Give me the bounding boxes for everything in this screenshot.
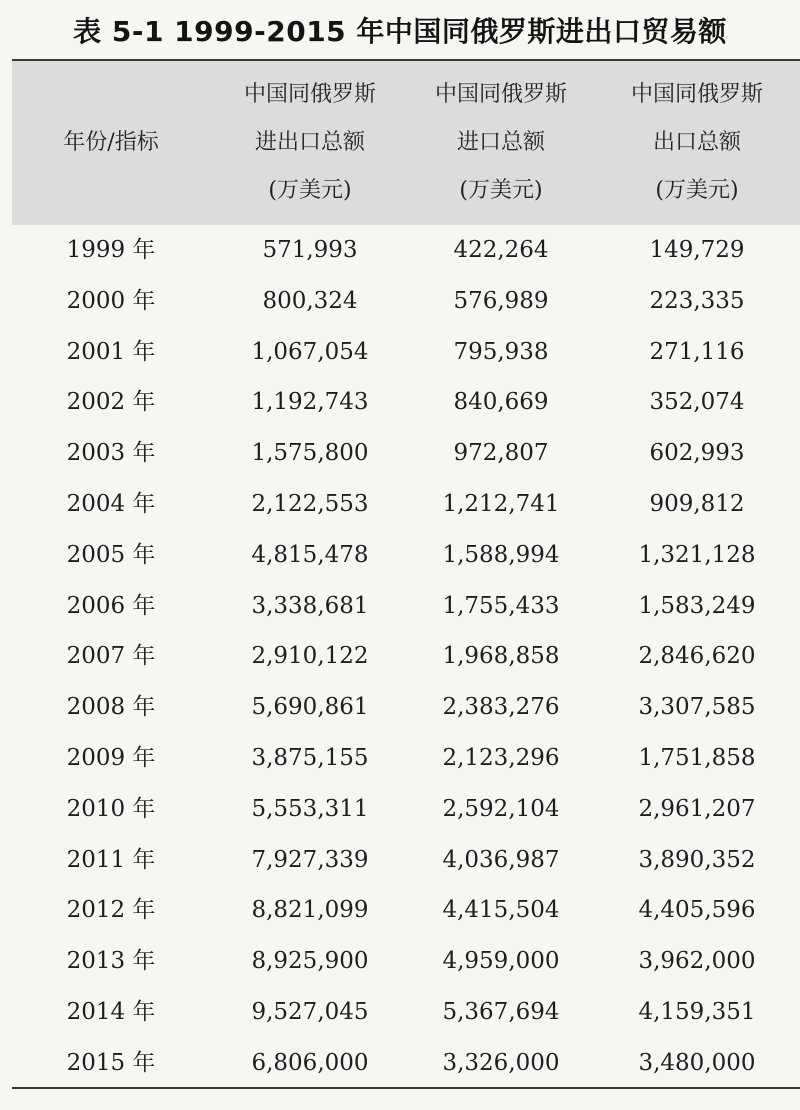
table-row [12,530,800,581]
table-row [12,784,800,835]
cell-total: 2,122,553 [251,490,369,517]
cell-export: 1,751,858 [638,744,756,771]
cell-total: 5,690,861 [251,694,369,721]
cell-import: 1,968,858 [442,643,560,670]
table-row [12,377,800,428]
cell-export: 352,074 [649,389,745,416]
cell-import: 2,123,296 [442,744,560,771]
cell-export: 4,159,351 [638,998,756,1025]
cell-year: 2015 年 [66,1049,156,1076]
bottom-rule [12,1087,800,1089]
cell-import: 1,588,994 [442,541,560,568]
table-row [12,1038,800,1089]
header-total-line-2: 进出口总额 [254,130,365,155]
cell-total: 1,575,800 [251,440,369,467]
cell-export: 909,812 [649,490,745,517]
cell-export: 2,961,207 [638,795,756,822]
table-row [12,631,800,682]
cell-export: 3,962,000 [638,948,756,975]
header-year-label: 年份/指标 [63,130,159,155]
cell-import: 972,807 [453,440,549,467]
cell-year: 2000 年 [66,287,156,314]
cell-import: 422,264 [453,237,549,263]
table-row [12,428,800,479]
cell-total: 5,553,311 [251,795,369,822]
cell-total: 4,815,478 [251,541,369,568]
cell-export: 3,307,585 [638,694,756,721]
header-total-trade [212,61,408,225]
cell-total: 9,527,045 [251,998,369,1025]
table-row [12,327,800,378]
table-row [12,835,800,886]
cell-year: 1999 年 [66,237,156,263]
cell-export: 4,405,596 [638,897,756,924]
cell-total: 8,821,099 [251,897,369,924]
cell-year: 2004 年 [66,490,156,517]
cell-import: 4,959,000 [442,948,560,975]
table-row [12,936,800,987]
cell-year: 2013 年 [66,948,156,975]
table-row [12,682,800,733]
cell-import: 5,367,694 [442,998,560,1025]
cell-total: 3,338,681 [251,592,369,619]
cell-import: 4,036,987 [442,846,560,873]
header-total-unit: (万美元) [268,178,352,203]
cell-year: 2010 年 [66,795,156,822]
cell-year: 2012 年 [66,897,156,924]
table-row [12,581,800,632]
header-export-line-1: 中国同俄罗斯 [630,82,763,107]
header-import-line-2: 进口总额 [456,130,545,155]
header-export-line-2: 出口总额 [652,130,741,155]
cell-year: 2001 年 [66,338,156,365]
cell-import: 3,326,000 [442,1049,560,1076]
cell-export: 3,890,352 [638,846,756,873]
cell-total: 1,192,743 [251,389,369,416]
cell-total: 571,993 [262,237,358,263]
cell-export: 2,846,620 [638,643,756,670]
table-row [12,276,800,327]
cell-year: 2008 年 [66,694,156,721]
cell-import: 1,212,741 [442,490,560,517]
cell-import: 1,755,433 [442,592,560,619]
cell-export: 602,993 [649,440,745,467]
cell-year: 2002 年 [66,389,156,416]
table-title: 表 5-1 1999-2015 年中国同俄罗斯进出口贸易额 [73,15,727,48]
cell-total: 7,927,339 [251,846,369,873]
cell-import: 2,592,104 [442,795,560,822]
cell-import: 795,938 [453,338,549,365]
cell-year: 2011 年 [66,846,156,873]
header-import-line-1: 中国同俄罗斯 [434,82,567,107]
cell-total: 8,925,900 [251,948,369,975]
header-import-unit: (万美元) [459,178,543,203]
cell-year: 2003 年 [66,440,156,467]
cell-total: 2,910,122 [251,643,369,670]
cell-export: 149,729 [649,237,745,263]
cell-export: 1,583,249 [638,592,756,619]
table-body [12,225,800,1089]
cell-export: 223,335 [649,287,745,314]
cell-import: 576,989 [453,287,549,314]
cell-export: 1,321,128 [638,541,756,568]
cell-total: 6,806,000 [251,1049,369,1076]
cell-import: 2,383,276 [442,694,560,721]
header-total-line-1: 中国同俄罗斯 [243,82,376,107]
cell-year: 2009 年 [66,744,156,771]
cell-import: 4,415,504 [442,897,560,924]
cell-import: 840,669 [453,389,549,416]
table-row [12,225,800,276]
cell-export: 271,116 [649,338,745,365]
cell-year: 2005 年 [66,541,156,568]
table-row [12,479,800,530]
table-row [12,885,800,936]
cell-year: 2007 年 [66,643,156,670]
cell-total: 800,324 [262,287,358,314]
cell-export: 3,480,000 [638,1049,756,1076]
header-export-unit: (万美元) [655,178,739,203]
cell-year: 2006 年 [66,592,156,619]
cell-year: 2014 年 [66,998,156,1025]
header-export-total [594,61,800,225]
cell-total: 1,067,054 [251,338,369,365]
header-import-total [410,61,592,225]
header-year-indicator [12,61,210,225]
table-row [12,987,800,1038]
table-row [12,733,800,784]
cell-total: 3,875,155 [251,744,369,771]
